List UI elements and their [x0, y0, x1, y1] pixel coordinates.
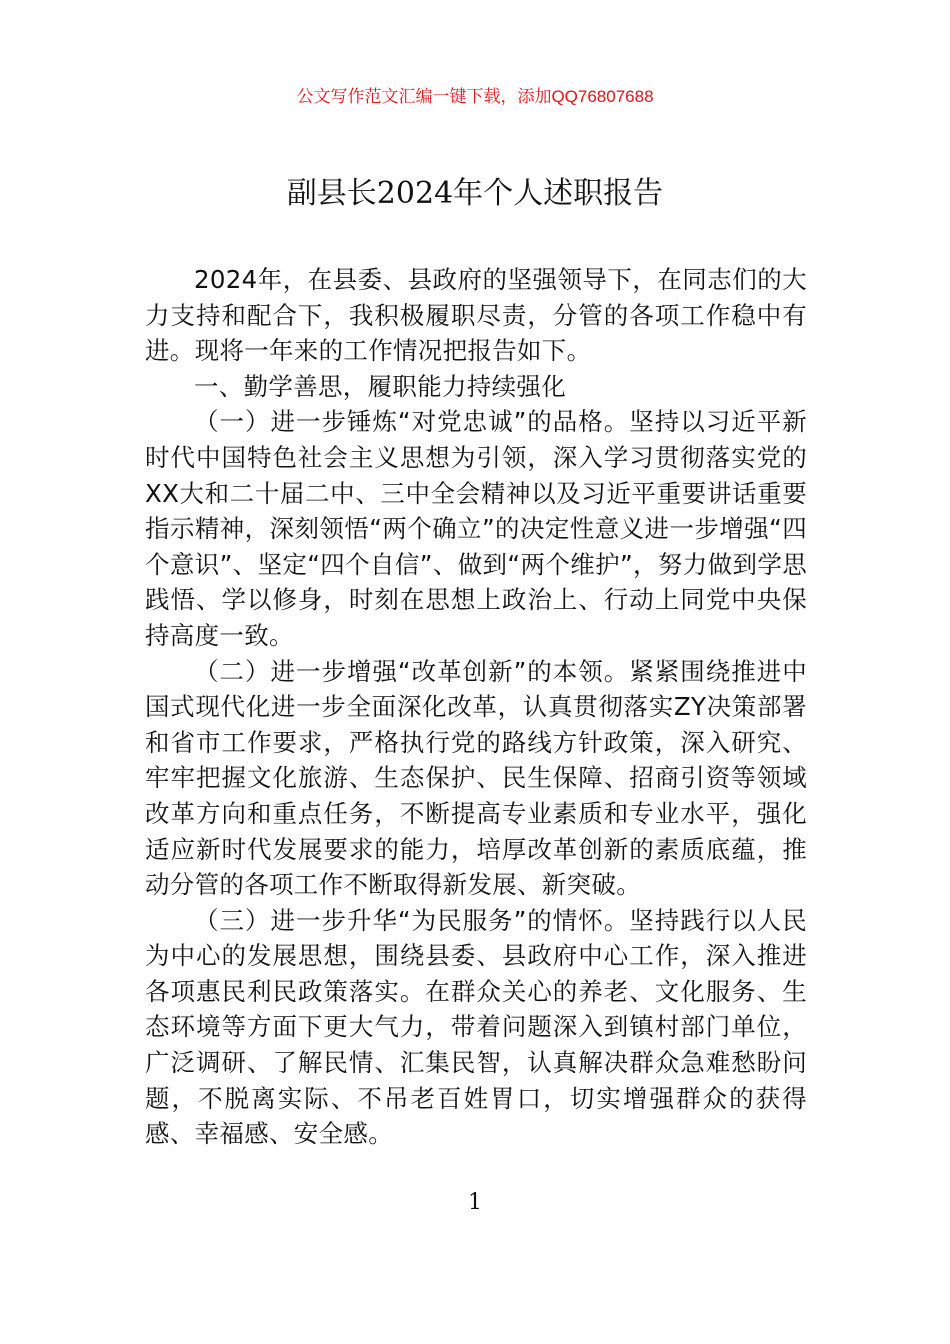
- intro-paragraph: 2024年，在县委、县政府的坚强领导下，在同志们的大力支持和配合下，我积极履职尽责，分管的各项工作稳中有进。现将一年来的工作情况把报告如下。: [145, 265, 807, 366]
- document-title: 副县长2024年个人述职报告: [286, 176, 664, 211]
- body-paragraph: （三）进一步升华“为民服务”的情怀。坚持践行以人民为中心的发展思想，围绕县委、县政府中心工作，深入推进各项惠民利民政策落实。在群众关心的养老、文化服务、生态环境等方面下更大气力，带着问题深入到镇村部门单位，广泛调研、了解民情、汇集民智，认真解决群众急难愁盼问题，不脱离实际、不吊老百姓胃口，切实增强群众的获得感、幸福感、安全感。: [145, 905, 807, 1149]
- page-number: 1: [468, 1190, 482, 1215]
- body-paragraph: （一）进一步锤炼“对党忠诚”的品格。坚持以习近平新时代中国特色社会主义思想为引领，深入学习贯彻落实党的XX大和二十届二中、三中全会精神以及习近平重要讲话重要指示精神，深刻领悟“两个确立”的决定性意义进一步增强“四个意识”、坚定“四个自信”、做到“两个维护”，努力做到学思践悟、学以修身，时刻在思想上政治上、行动上同党中央保持高度一致。: [145, 407, 807, 650]
- body-paragraph: （二）进一步增强“改革创新”的本领。紧紧围绕推进中国式现代化进一步全面深化改革，认真贯彻落实ZY决策部署和省市工作要求，严格执行党的路线方针政策，深入研究、牢牢把握文化旅游、生态保护、民生保障、招商引资等领域改革方向和重点任务，不断提高专业素质和专业水平，强化适应新时代发展要求的能力，培厚改革创新的素质底蕴，推动分管的各项工作不断取得新发展、新突破。: [145, 656, 807, 900]
- header-download-notice: 公文写作范文汇编一键下载，添加QQ76807688: [296, 87, 654, 106]
- document-body: [145, 262, 807, 1152]
- section-heading: 一、勤学善思，履职能力持续强化: [194, 371, 566, 401]
